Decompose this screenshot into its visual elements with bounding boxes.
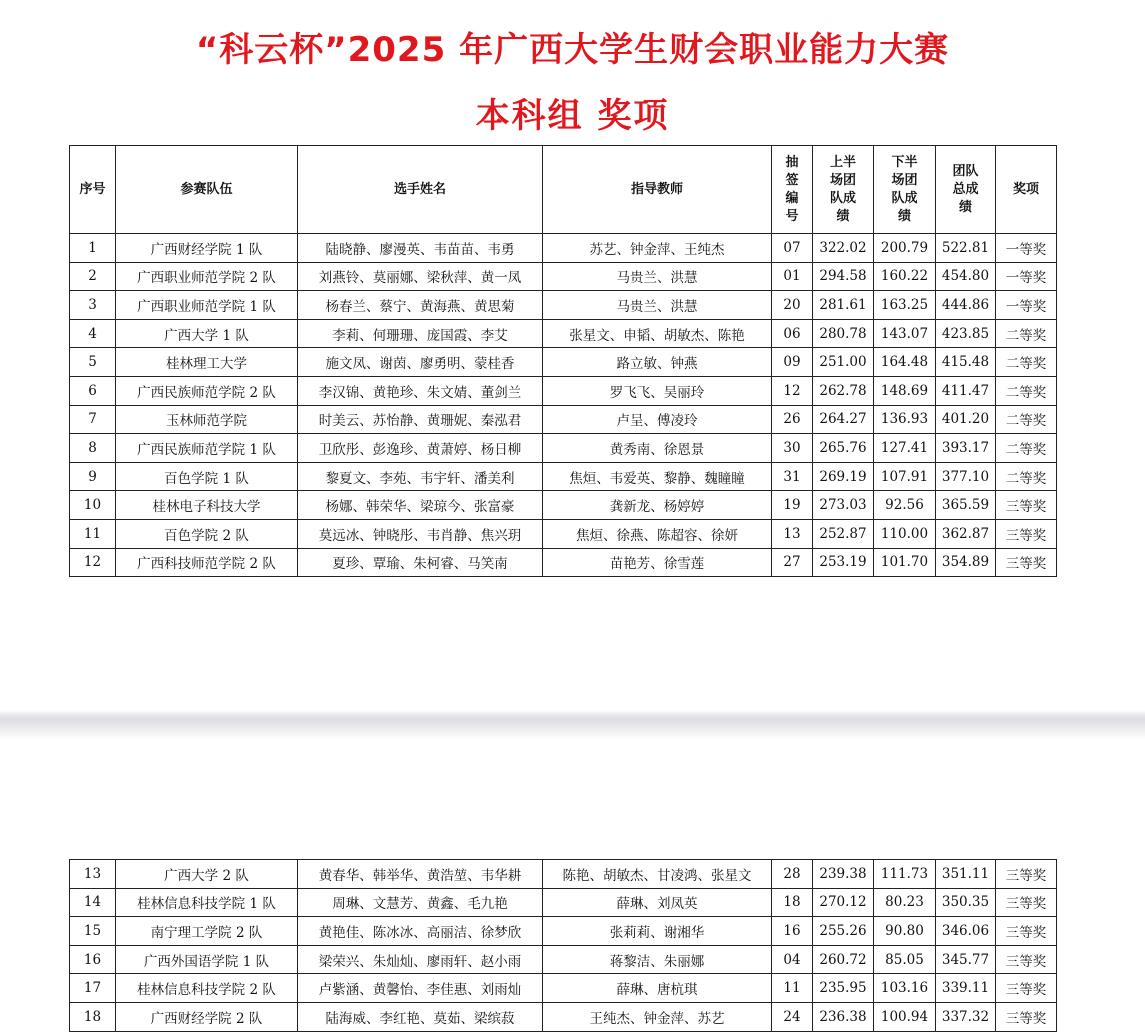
cell-draw: 09 — [772, 348, 813, 377]
cell-players: 李汉锦、黄艳珍、朱文婧、董剑兰 — [298, 376, 543, 405]
cell-first-half-score: 262.78 — [813, 376, 874, 405]
cell-award: 二等奖 — [996, 462, 1057, 491]
page-separator — [0, 710, 1145, 740]
cell-first-half-score: 270.12 — [813, 888, 874, 917]
cell-total-score: 351.11 — [936, 860, 996, 889]
cell-total-score: 411.47 — [936, 376, 996, 405]
cell-no: 6 — [70, 376, 116, 405]
cell-team: 桂林信息科技学院 2 队 — [116, 974, 298, 1003]
cell-no: 3 — [70, 291, 116, 320]
table-row — [70, 945, 1057, 974]
header-award: 奖项 — [996, 146, 1057, 234]
cell-team: 桂林电子科技大学 — [116, 491, 298, 520]
cell-no: 12 — [70, 548, 116, 577]
cell-no: 15 — [70, 917, 116, 946]
header-team: 参赛队伍 — [116, 146, 298, 234]
cell-second-half-score: 164.48 — [874, 348, 936, 377]
cell-award: 二等奖 — [996, 376, 1057, 405]
cell-first-half-score: 260.72 — [813, 945, 874, 974]
cell-no: 1 — [70, 234, 116, 263]
cell-second-half-score: 200.79 — [874, 234, 936, 263]
cell-award: 二等奖 — [996, 348, 1057, 377]
cell-draw: 18 — [772, 888, 813, 917]
cell-team: 广西大学 2 队 — [116, 860, 298, 889]
cell-players: 夏珍、覃瑜、朱柯睿、马笑南 — [298, 548, 543, 577]
cell-award: 三等奖 — [996, 888, 1057, 917]
cell-teachers: 苏艺、钟金萍、王纯杰 — [543, 234, 772, 263]
cell-team: 广西科技师范学院 2 队 — [116, 548, 298, 577]
cell-team: 玉林师范学院 — [116, 405, 298, 434]
cell-teachers: 王纯杰、钟金萍、苏艺 — [543, 1002, 772, 1031]
cell-draw: 26 — [772, 405, 813, 434]
cell-second-half-score: 110.00 — [874, 519, 936, 548]
cell-players: 黄春华、韩举华、黄浩堃、韦华耕 — [298, 860, 543, 889]
cell-award: 三等奖 — [996, 917, 1057, 946]
cell-team: 百色学院 2 队 — [116, 519, 298, 548]
cell-second-half-score: 85.05 — [874, 945, 936, 974]
cell-total-score: 415.48 — [936, 348, 996, 377]
cell-award: 一等奖 — [996, 234, 1057, 263]
table-row — [70, 262, 1057, 291]
cell-draw: 28 — [772, 860, 813, 889]
cell-second-half-score: 101.70 — [874, 548, 936, 577]
cell-total-score: 377.10 — [936, 462, 996, 491]
cell-players: 周琳、文慧芳、黄鑫、毛九艳 — [298, 888, 543, 917]
cell-teachers: 陈艳、胡敏杰、甘凌鸿、张星文 — [543, 860, 772, 889]
cell-teachers: 黄秀南、徐恩景 — [543, 434, 772, 463]
cell-teachers: 焦烜、韦爱英、黎静、魏瞳瞳 — [543, 462, 772, 491]
cell-total-score: 337.32 — [936, 1002, 996, 1031]
cell-first-half-score: 236.38 — [813, 1002, 874, 1031]
cell-total-score: 345.77 — [936, 945, 996, 974]
cell-total-score: 365.59 — [936, 491, 996, 520]
cell-players: 刘燕铃、莫丽娜、梁秋萍、黄一凤 — [298, 262, 543, 291]
cell-team: 百色学院 1 队 — [116, 462, 298, 491]
cell-second-half-score: 160.22 — [874, 262, 936, 291]
cell-total-score: 444.86 — [936, 291, 996, 320]
cell-award: 三等奖 — [996, 860, 1057, 889]
cell-second-half-score: 107.91 — [874, 462, 936, 491]
cell-team: 广西财经学院 1 队 — [116, 234, 298, 263]
cell-no: 11 — [70, 519, 116, 548]
cell-total-score: 354.89 — [936, 548, 996, 577]
cell-players: 施文凤、谢茵、廖勇明、蒙桂香 — [298, 348, 543, 377]
cell-draw: 12 — [772, 376, 813, 405]
header-second-half: 下半场团队成绩 — [874, 146, 936, 234]
cell-no: 16 — [70, 945, 116, 974]
cell-second-half-score: 127.41 — [874, 434, 936, 463]
cell-team: 广西民族师范学院 1 队 — [116, 434, 298, 463]
cell-team: 广西外国语学院 1 队 — [116, 945, 298, 974]
cell-no: 10 — [70, 491, 116, 520]
table-row — [70, 860, 1057, 889]
cell-players: 卢紫涵、黄馨怡、李佳惠、刘雨灿 — [298, 974, 543, 1003]
cell-first-half-score: 273.03 — [813, 491, 874, 520]
cell-draw: 13 — [772, 519, 813, 548]
cell-award: 三等奖 — [996, 519, 1057, 548]
header-first-half: 上半场团队成绩 — [813, 146, 874, 234]
cell-draw: 07 — [772, 234, 813, 263]
cell-total-score: 362.87 — [936, 519, 996, 548]
cell-players: 李莉、何珊珊、庞国霞、李艾 — [298, 319, 543, 348]
table-row — [70, 974, 1057, 1003]
cell-first-half-score: 294.58 — [813, 262, 874, 291]
cell-players: 卫欣彤、彭逸珍、黄萧婷、杨日柳 — [298, 434, 543, 463]
cell-teachers: 张星文、申韬、胡敏杰、陈艳 — [543, 319, 772, 348]
cell-team: 桂林理工大学 — [116, 348, 298, 377]
cell-draw: 19 — [772, 491, 813, 520]
cell-team: 广西民族师范学院 2 队 — [116, 376, 298, 405]
table-row — [70, 434, 1057, 463]
cell-teachers: 龚新龙、杨婷婷 — [543, 491, 772, 520]
cell-draw: 30 — [772, 434, 813, 463]
table-row — [70, 462, 1057, 491]
cell-team: 广西职业师范学院 2 队 — [116, 262, 298, 291]
cell-draw: 11 — [772, 974, 813, 1003]
cell-players: 陆海威、李红艳、莫茹、梁缤菽 — [298, 1002, 543, 1031]
cell-first-half-score: 269.19 — [813, 462, 874, 491]
table-row — [70, 291, 1057, 320]
cell-draw: 06 — [772, 319, 813, 348]
cell-total-score: 454.80 — [936, 262, 996, 291]
cell-award: 二等奖 — [996, 434, 1057, 463]
cell-first-half-score: 251.00 — [813, 348, 874, 377]
cell-team: 广西大学 1 队 — [116, 319, 298, 348]
cell-team: 南宁理工学院 2 队 — [116, 917, 298, 946]
table-row — [70, 376, 1057, 405]
table-row — [70, 519, 1057, 548]
cell-players: 黄艳佳、陈冰冰、高丽洁、徐梦欣 — [298, 917, 543, 946]
cell-teachers: 马贵兰、洪慧 — [543, 262, 772, 291]
cell-no: 9 — [70, 462, 116, 491]
cell-award: 三等奖 — [996, 945, 1057, 974]
cell-draw: 27 — [772, 548, 813, 577]
cell-players: 时美云、苏怡静、黄珊妮、秦泓君 — [298, 405, 543, 434]
cell-total-score: 350.35 — [936, 888, 996, 917]
cell-no: 13 — [70, 860, 116, 889]
cell-players: 黎夏文、李苑、韦宇轩、潘美利 — [298, 462, 543, 491]
cell-award: 一等奖 — [996, 262, 1057, 291]
header-draw: 抽签编号 — [772, 146, 813, 234]
cell-team: 广西职业师范学院 1 队 — [116, 291, 298, 320]
table-row — [70, 888, 1057, 917]
cell-teachers: 蒋黎洁、朱丽娜 — [543, 945, 772, 974]
cell-teachers: 马贵兰、洪慧 — [543, 291, 772, 320]
cell-second-half-score: 143.07 — [874, 319, 936, 348]
cell-draw: 31 — [772, 462, 813, 491]
cell-first-half-score: 255.26 — [813, 917, 874, 946]
cell-total-score: 393.17 — [936, 434, 996, 463]
cell-first-half-score: 235.95 — [813, 974, 874, 1003]
cell-total-score: 346.06 — [936, 917, 996, 946]
cell-second-half-score: 103.16 — [874, 974, 936, 1003]
table-row — [70, 917, 1057, 946]
awards-table-page-2 — [69, 859, 1057, 1032]
table-row — [70, 234, 1057, 263]
cell-no: 8 — [70, 434, 116, 463]
cell-award: 三等奖 — [996, 548, 1057, 577]
cell-teachers: 张莉莉、谢湘华 — [543, 917, 772, 946]
table-row — [70, 319, 1057, 348]
awards-table-page-1 — [69, 145, 1057, 577]
cell-draw: 16 — [772, 917, 813, 946]
cell-no: 7 — [70, 405, 116, 434]
cell-no: 5 — [70, 348, 116, 377]
cell-teachers: 薛琳、刘凤英 — [543, 888, 772, 917]
cell-first-half-score: 239.38 — [813, 860, 874, 889]
cell-teachers: 焦烜、徐燕、陈超容、徐妍 — [543, 519, 772, 548]
cell-no: 2 — [70, 262, 116, 291]
cell-total-score: 339.11 — [936, 974, 996, 1003]
cell-total-score: 423.85 — [936, 319, 996, 348]
cell-first-half-score: 265.76 — [813, 434, 874, 463]
cell-second-half-score: 148.69 — [874, 376, 936, 405]
cell-draw: 04 — [772, 945, 813, 974]
cell-award: 三等奖 — [996, 1002, 1057, 1031]
table-header-row — [70, 146, 1057, 234]
cell-first-half-score: 253.19 — [813, 548, 874, 577]
cell-second-half-score: 92.56 — [874, 491, 936, 520]
header-total: 团队总成绩 — [936, 146, 996, 234]
document-subtitle: 本科组 奖项 — [475, 96, 670, 136]
cell-draw: 01 — [772, 262, 813, 291]
cell-first-half-score: 280.78 — [813, 319, 874, 348]
header-players: 选手姓名 — [298, 146, 543, 234]
cell-second-half-score: 136.93 — [874, 405, 936, 434]
table-row — [70, 548, 1057, 577]
cell-draw: 24 — [772, 1002, 813, 1031]
cell-total-score: 401.20 — [936, 405, 996, 434]
table-row — [70, 1002, 1057, 1031]
cell-no: 4 — [70, 319, 116, 348]
cell-first-half-score: 264.27 — [813, 405, 874, 434]
cell-award: 三等奖 — [996, 491, 1057, 520]
cell-team: 桂林信息科技学院 1 队 — [116, 888, 298, 917]
cell-first-half-score: 252.87 — [813, 519, 874, 548]
cell-award: 三等奖 — [996, 974, 1057, 1003]
cell-second-half-score: 100.94 — [874, 1002, 936, 1031]
cell-teachers: 罗飞飞、吴丽玲 — [543, 376, 772, 405]
cell-team: 广西财经学院 2 队 — [116, 1002, 298, 1031]
document-title: “科云杯”2025 年广西大学生财会职业能力大赛 — [195, 30, 950, 70]
header-no: 序号 — [70, 146, 116, 234]
cell-players: 杨春兰、蔡宁、黄海燕、黄思菊 — [298, 291, 543, 320]
cell-first-half-score: 322.02 — [813, 234, 874, 263]
table-row — [70, 491, 1057, 520]
cell-draw: 20 — [772, 291, 813, 320]
cell-no: 17 — [70, 974, 116, 1003]
cell-no: 14 — [70, 888, 116, 917]
cell-second-half-score: 80.23 — [874, 888, 936, 917]
cell-first-half-score: 281.61 — [813, 291, 874, 320]
table-row — [70, 348, 1057, 377]
cell-award: 一等奖 — [996, 291, 1057, 320]
cell-no: 18 — [70, 1002, 116, 1031]
cell-second-half-score: 111.73 — [874, 860, 936, 889]
cell-teachers: 路立敏、钟燕 — [543, 348, 772, 377]
cell-players: 莫远冰、钟晓彤、韦肖静、焦兴玥 — [298, 519, 543, 548]
cell-second-half-score: 90.80 — [874, 917, 936, 946]
cell-award: 二等奖 — [996, 319, 1057, 348]
cell-teachers: 薛琳、唐杭琪 — [543, 974, 772, 1003]
cell-players: 陆晓静、廖漫英、韦苗苗、韦勇 — [298, 234, 543, 263]
table-row — [70, 405, 1057, 434]
cell-second-half-score: 163.25 — [874, 291, 936, 320]
cell-teachers: 卢呈、傅凌玲 — [543, 405, 772, 434]
cell-players: 梁荣兴、朱灿灿、廖雨轩、赵小雨 — [298, 945, 543, 974]
cell-award: 二等奖 — [996, 405, 1057, 434]
cell-teachers: 苗艳芳、徐雪莲 — [543, 548, 772, 577]
cell-players: 杨娜、韩荣华、梁琼今、张富豪 — [298, 491, 543, 520]
cell-total-score: 522.81 — [936, 234, 996, 263]
header-teachers: 指导教师 — [543, 146, 772, 234]
